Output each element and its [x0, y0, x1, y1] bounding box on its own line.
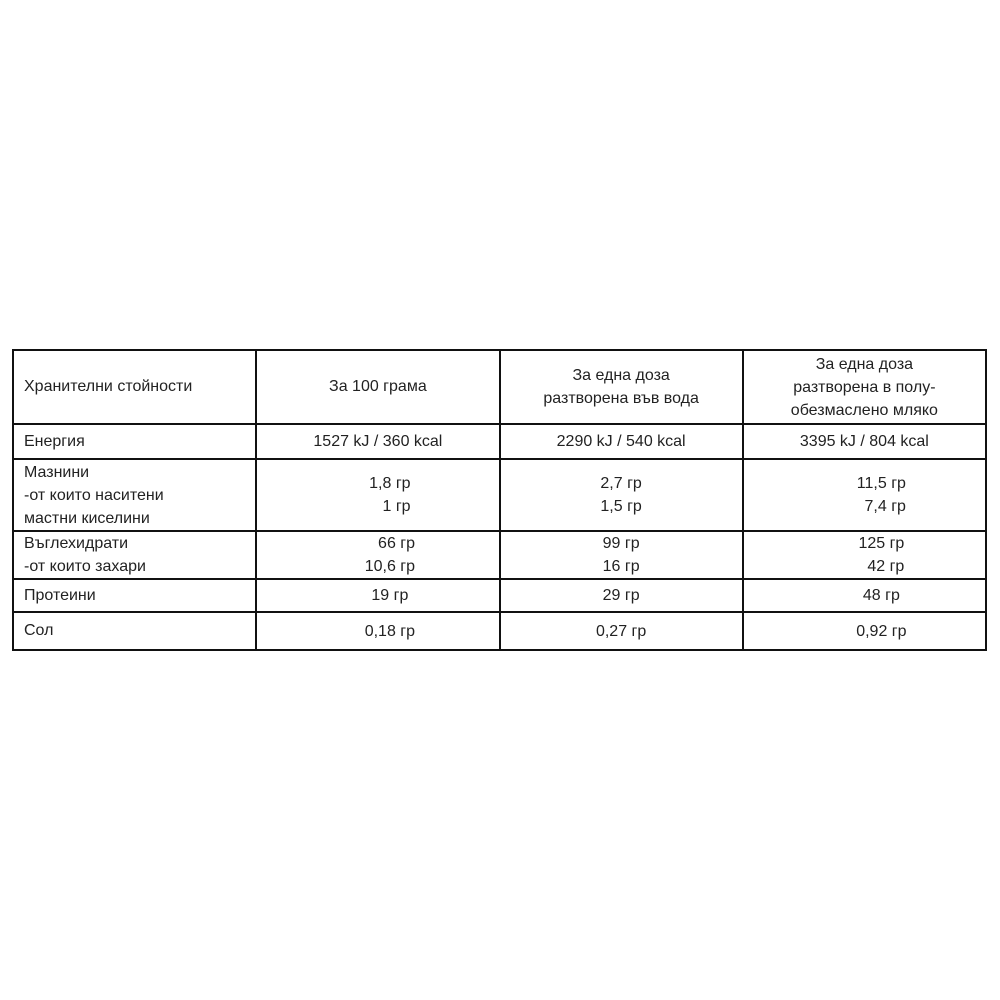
- protein-label: [13, 579, 256, 612]
- carbs-milk-sugars: 42 гр: [867, 558, 905, 575]
- carbs-per100: [256, 531, 499, 579]
- salt-per100-value: 0,18 гр: [364, 622, 416, 640]
- protein-milk: [743, 579, 986, 612]
- carbs-per100-total: 66 гр: [378, 535, 416, 552]
- header-milk-line-2: разтворена в полу-: [793, 378, 936, 396]
- protein-water: [500, 579, 743, 612]
- fat-label-line-1: Мазнини: [24, 463, 90, 481]
- salt-water: [500, 612, 743, 650]
- table-row-salt: [13, 612, 986, 650]
- carbs-water: [500, 531, 743, 579]
- salt-milk: [743, 612, 986, 650]
- fat-per100-total: 1,8 гр: [369, 475, 411, 492]
- table-row-energy: [13, 424, 986, 459]
- fat-water: [500, 459, 743, 531]
- carbs-label-line-1: Въглехидрати: [24, 535, 129, 552]
- salt-label-text: Сол: [24, 622, 54, 639]
- carbs-milk-total: 125 гр: [858, 535, 905, 552]
- energy-per100: [256, 424, 499, 459]
- energy-label: [13, 424, 256, 459]
- header-milk-line-3: обезмаслено мляко: [790, 401, 938, 419]
- protein-label-text: Протеини: [24, 586, 96, 604]
- carbs-milk: [743, 531, 986, 579]
- fat-label-line-3: мастни киселини: [24, 509, 150, 527]
- salt-per100: [256, 612, 499, 650]
- carbs-water-sugars: 16 гр: [602, 558, 640, 575]
- fat-milk-saturated: 7,4 гр: [864, 498, 906, 515]
- protein-water-value: 29 гр: [602, 587, 640, 604]
- energy-water-value: 2290 kJ / 540 kcal: [556, 432, 686, 450]
- header-label-text: Хранителни стойности: [24, 378, 193, 395]
- carbs-water-total: 99 гр: [602, 535, 640, 552]
- energy-water: [500, 424, 743, 459]
- table-row-fat: [13, 459, 986, 531]
- header-dose-water: [500, 350, 743, 424]
- energy-label-text: Енергия: [24, 432, 85, 450]
- fat-label: [13, 459, 256, 531]
- fat-milk-total: 11,5 гр: [856, 475, 906, 492]
- fat-label-line-2: -от които наситени: [24, 486, 164, 504]
- fat-milk: [743, 459, 986, 531]
- header-milk-line-1: За една доза: [815, 355, 914, 373]
- header-nutrition-values: [13, 350, 256, 424]
- energy-per100-value: 1527 kJ / 360 kcal: [313, 432, 443, 450]
- fat-per100: [256, 459, 499, 531]
- energy-milk-value: 3395 kJ / 804 kcal: [799, 432, 929, 450]
- energy-milk: [743, 424, 986, 459]
- header-water-line-1: За една доза: [572, 367, 670, 384]
- nutrition-table: [12, 349, 987, 651]
- header-per-100g: [256, 350, 499, 424]
- table-row-protein: [13, 579, 986, 612]
- header-water-line-2: разтворена във вода: [543, 390, 699, 407]
- salt-water-value: 0,27 гр: [595, 622, 647, 640]
- fat-water-saturated: 1,5 гр: [600, 498, 642, 515]
- salt-label: [13, 612, 256, 650]
- protein-per100-value: 19 гр: [371, 587, 409, 604]
- carbs-label: [13, 531, 256, 579]
- salt-milk-value: 0,92 гр: [856, 622, 907, 640]
- header-dose-milk: [743, 350, 986, 424]
- table-row-carbs: [13, 531, 986, 579]
- protein-per100: [256, 579, 499, 612]
- carbs-per100-sugars: 10,6 гр: [364, 558, 416, 575]
- fat-water-total: 2,7 гр: [600, 475, 642, 492]
- carbs-label-line-2: -от които захари: [24, 558, 146, 575]
- protein-milk-value: 48 гр: [862, 587, 900, 604]
- fat-per100-saturated: 1 гр: [382, 498, 411, 515]
- table-header-row: [13, 350, 986, 424]
- header-per100-text: За 100 грама: [329, 378, 427, 395]
